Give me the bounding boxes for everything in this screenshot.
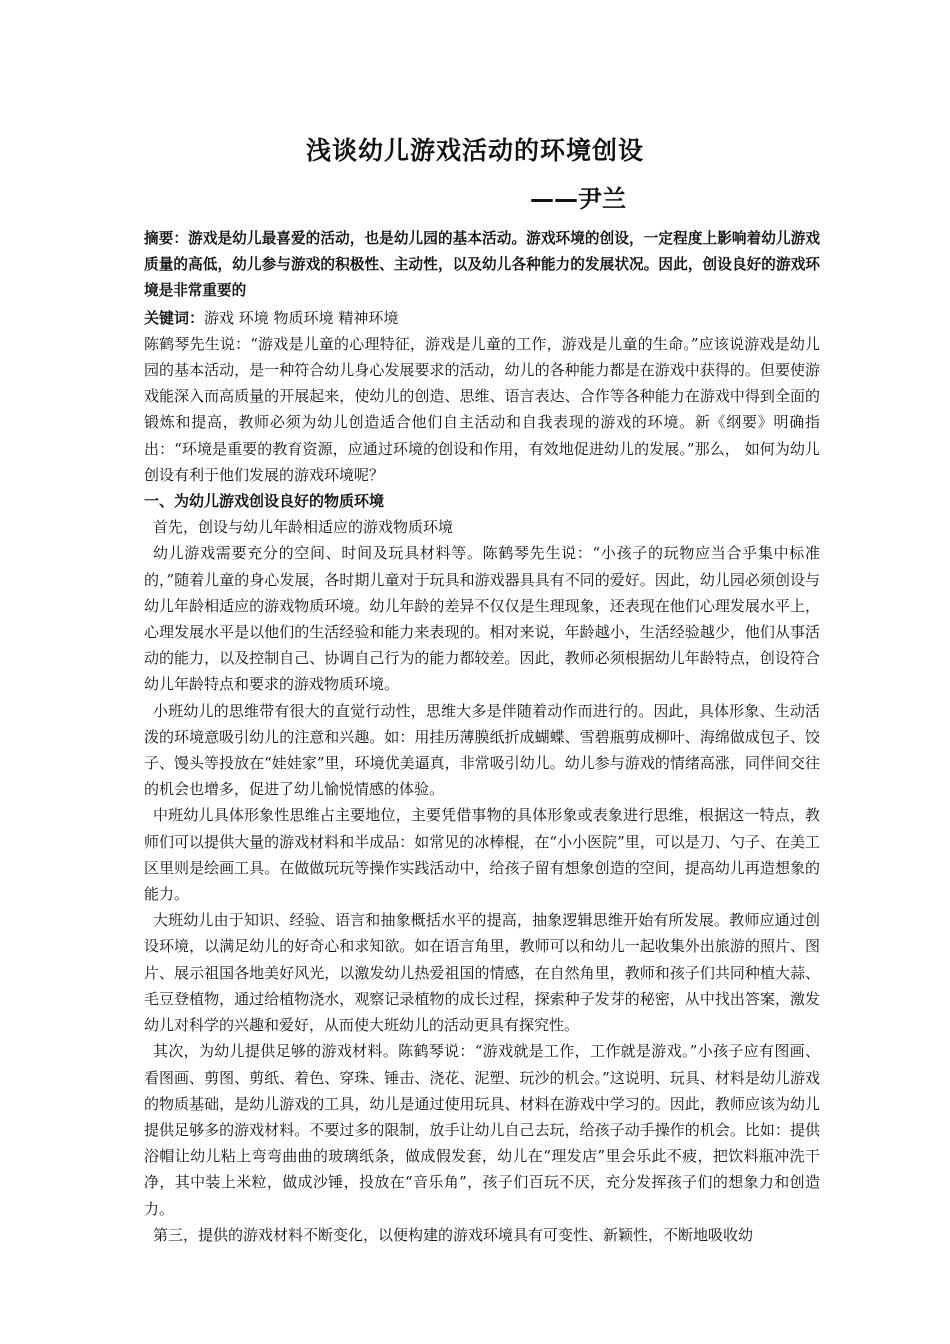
keywords-label: 关键词：: [144, 308, 205, 327]
keywords-line: [144, 305, 820, 331]
document-author: ——尹兰: [530, 185, 626, 213]
document-body: [144, 226, 820, 1248]
body-paragraph-1: 幼儿游戏需要充分的空间、时间及玩具材料等。陈鹤琴先生说：“小孩子的玩物应当合乎集中标准的，”随着儿童的身心发展，各时期儿童对于玩具和游戏器具具有不同的爱好。因此，幼儿园必须创设与幼儿年龄相适应的游戏物质环境。幼儿年龄的差异不仅仅是生理现象，还表现在他们心理发展水平上，心理发展水平是以他们的生活经验和能力来表现的。相对来说，年龄越小，生活经验越少，他们从事活动的能力，以及控制自己、协调自己行为的能力都较差。因此，教师必须根据幼儿年龄特点，创设符合幼儿年龄特点和要求的游戏物质环境。: [144, 544, 820, 694]
document-title: 浅谈幼儿游戏活动的环境创设: [305, 136, 644, 165]
body-paragraph-3: 中班幼儿具体形象性思维占主要地位，主要凭借事物的具体形象或表象进行思维，根据这一特点，教师们可以提供大量的游戏材料和半成品：如常见的冰棒棍，在“小小医院”里，可以是刀、勺子、在美工区里则是绘画工具。在做做玩玩等操作实践活动中，给孩子留有想象创造的空间，提高幼儿再造想象的能力。: [144, 806, 820, 904]
body-paragraph-5: 其次，为幼儿提供足够的游戏材料。陈鹤琴说：“游戏就是工作，工作就是游戏。”小孩子应有图画、看图画、剪图、剪纸、着色、穿珠、锤击、浇花、泥塑、玩沙的机会。”这说明、玩具、材料是幼儿游戏的物质基础，是幼儿游戏的工具，幼儿是通过使用玩具、材料在游戏中学习的。因此，教师应该为幼儿提供足够多的游戏材料。不要过多的限制，放手让幼儿自己去玩，给孩子动手操作的机会。比如：提供浴帽让幼儿粘上弯弯曲曲的玻璃纸条，做成假发套，幼儿在“理发店”里会乐此不疲，把饮料瓶冲洗干净，其中装上米粒，做成沙锤，投放在“音乐角”，孩子们百玩不厌，充分发挥孩子们的想象力和创造力。: [144, 1042, 820, 1218]
first-point-paragraph: 首先，创设与幼儿年龄相适应的游戏物质环境: [153, 518, 454, 537]
body-paragraph-2: 小班幼儿的思维带有很大的直觉行动性，思维大多是伴随着动作而进行的。因此，具体形象、生动活泼的环境意吸引幼儿的注意和兴趣。如：用挂历薄膜纸折成蝴蝶、雪碧瓶剪成柳叶、海绵做成包子、饺子、馒头等投放在“娃娃家”里，环境优美逼真，非常吸引幼儿。幼儿参与游戏的情绪高涨，同伴间交往的机会也增多，促进了幼儿愉悦情感的体验。: [144, 701, 820, 799]
abstract-paragraph: 摘要：游戏是幼儿最喜爱的活动，也是幼儿园的基本活动。游戏环境的创设，一定程度上影响着幼儿游戏质量的高低，幼儿参与游戏的积极性、主动性，以及幼儿各种能力的发展状况。因此，创设良好的游戏环境是非常重要的: [144, 230, 820, 300]
intro-paragraph: 陈鹤琴先生说：“游戏是儿童的心理特征，游戏是儿童的工作，游戏是儿童的生命。”应该说游戏是幼儿园的基本活动，是一种符合幼儿身心发展要求的活动，幼儿的各种能力都是在游戏中获得的。但要使游戏能深入而高质量的开展起来，使幼儿的创造、思维、语言表达、合作等各种能力在游戏中得到全面的锻炼和提高，教师必须为幼儿创造适合他们自主活动和自我表现的游戏的环境。新《纲要》明确指出：“环境是重要的教育资源，应通过环境的创设和作用，有效地促进幼儿的发展。”那么， 如何为幼儿创设有利于他们发展的游戏环境呢？: [144, 334, 820, 484]
body-paragraph-4: 大班幼儿由于知识、经验、语言和抽象概括水平的提高，抽象逻辑思维开始有所发展。教师应通过创设环境，以满足幼儿的好奇心和求知欲。如在语言角里，教师可以和幼儿一起收集外出旅游的照片、图片、展示祖国各地美好风光，以激发幼儿热爱祖国的情感，在自然角里，教师和孩子们共同种植大蒜、毛豆登植物，通过给植物浇水，观察记录植物的成长过程，探索种子发芽的秘密，从中找出答案，激发幼儿对科学的兴趣和爱好，从而使大班幼儿的活动更具有探究性。: [144, 911, 820, 1035]
section-heading: 一、为幼儿游戏创设良好的物质环境: [144, 492, 385, 511]
body-paragraph-6: 第三，提供的游戏材料不断变化，以便构建的游戏环境具有可变性、新颖性，不断地吸收幼: [153, 1225, 754, 1244]
keywords-text: 游戏 环境 物质环境 精神环境: [204, 308, 399, 327]
